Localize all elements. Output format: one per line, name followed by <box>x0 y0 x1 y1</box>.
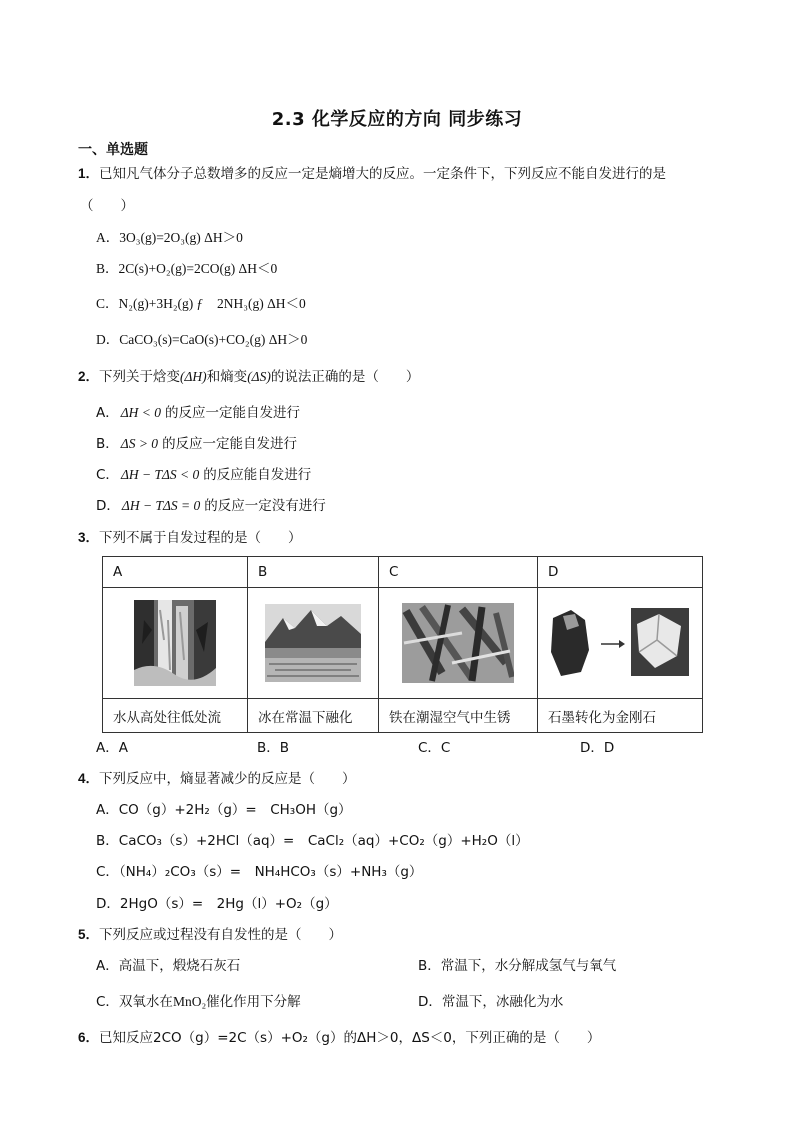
question-number: 2． <box>78 369 100 384</box>
option-d <box>418 993 563 1011</box>
question-text: 的说法正确的是（ ） <box>270 369 420 385</box>
option-text: 的反应一定能自发进行 <box>162 436 298 452</box>
waterfall-photo <box>134 600 216 686</box>
table-image-cell <box>379 588 538 699</box>
option-text: 高温下，煅烧石灰石 <box>118 958 241 974</box>
option-text: 的反应一定能自发进行 <box>165 405 301 421</box>
option-text: 2C(s)+O₂(g)=2CO(g) ΔH＜0 <box>118 261 278 276</box>
option-label: C． <box>96 864 119 880</box>
rusted-iron-photo <box>402 603 514 683</box>
option-text: CaCO₃（s）+2HCl（aq）= CaCl₂（aq）+CO₂（g）+H₂O（l） <box>118 833 529 849</box>
option-text: 催化作用下分解 <box>206 994 301 1010</box>
option-c: C．C <box>418 740 451 756</box>
question-text: 下列不属于自发过程的是（ ） <box>99 530 302 546</box>
equilibrium-glyph: ƒ <box>196 296 204 311</box>
option-a: A．A <box>96 740 128 756</box>
question-text: 下列反应或过程没有自发性的是（ ） <box>99 927 343 943</box>
option-math: ΔH − TΔS = 0 <box>121 498 201 513</box>
option-a <box>96 404 300 422</box>
table-image-cell <box>103 588 248 699</box>
table-header-cell: A <box>103 557 248 588</box>
question-3-stem <box>78 529 302 547</box>
option-a <box>96 957 240 975</box>
option-label: D． <box>418 994 442 1010</box>
melting-ice-photo <box>265 604 361 682</box>
option-text: CO（g）+2H₂（g）= CH₃OH（g） <box>118 802 352 818</box>
section-heading: 一、单选题 <box>78 142 148 158</box>
question-text: 已知凡气体分子总数增多的反应一定是熵增大的反应。一定条件下，下列反应不能自发进行的是 <box>99 166 667 182</box>
option-label: C． <box>96 467 119 483</box>
question-1-stem <box>78 165 666 183</box>
enthalpy-symbol: (ΔH) <box>180 369 207 384</box>
table-header-cell: B <box>248 557 379 588</box>
option-b <box>96 260 277 278</box>
option-c <box>96 863 422 881</box>
option-label: C． <box>96 296 119 311</box>
option-b <box>418 957 616 975</box>
question-number: 1． <box>78 166 100 181</box>
table-caption-cell: 水从高处往低处流 <box>103 699 248 733</box>
table-header-row <box>103 557 703 588</box>
option-d <box>96 895 338 913</box>
graphite-diamond-photo <box>549 606 691 680</box>
table-image-row <box>103 588 703 699</box>
question-text: 下列关于焓变 <box>99 369 181 385</box>
option-math: ΔS > 0 <box>120 436 159 451</box>
option-label: B． <box>96 833 119 849</box>
option-text: 的反应一定没有进行 <box>204 498 326 514</box>
option-text: 常温下，水分解成氢气与氧气 <box>440 958 617 974</box>
table-header-cell: D <box>538 557 703 588</box>
option-label: B． <box>96 436 119 452</box>
option-text: 双氧水在 <box>118 994 173 1010</box>
option-text: CaCO₃(s)=CaO(s)+CO₂(g) ΔH＞0 <box>119 332 308 347</box>
option-text: （NH₄）₂CO₃（s）= NH₄HCO₃（s）+NH₃（g） <box>118 864 423 880</box>
table-image-cell <box>248 588 379 699</box>
option-label: D． <box>96 332 120 347</box>
option-a <box>96 229 243 247</box>
question-4-stem <box>78 770 356 788</box>
question-text: 下列反应中，熵显著减少的反应是（ ） <box>99 771 356 787</box>
page-title: 2.3 化学反应的方向 同步练习 <box>271 109 523 130</box>
option-label: A． <box>96 958 119 974</box>
option-text: 3O₃(g)=2O₃(g) ΔH＞0 <box>119 230 243 245</box>
option-label: A． <box>96 405 119 421</box>
question-5-stem <box>78 926 342 944</box>
question-number: 6． <box>78 1030 100 1045</box>
question-number: 4． <box>78 771 100 786</box>
option-formula: MnO₂ <box>172 994 207 1009</box>
option-text: 2HgO（s）= 2Hg（l）+O₂（g） <box>119 896 338 912</box>
option-label: B． <box>418 958 441 974</box>
option-b <box>96 435 297 453</box>
option-text: N₂(g)+3H₂(g) <box>118 296 194 311</box>
entropy-symbol: (ΔS) <box>247 369 271 384</box>
option-a <box>96 801 352 819</box>
option-label: B． <box>96 261 119 276</box>
option-b: B．B <box>257 740 290 756</box>
question-text: 和熵变 <box>206 369 248 385</box>
option-d <box>96 497 326 515</box>
option-label: D． <box>96 896 120 912</box>
table-image-cell <box>538 588 703 699</box>
option-label: A． <box>96 802 119 818</box>
option-c <box>96 466 311 484</box>
table-caption-cell: 石墨转化为金刚石 <box>538 699 703 733</box>
table-caption-cell: 冰在常温下融化 <box>248 699 379 733</box>
table-header-cell: C <box>379 557 538 588</box>
option-math: ΔH − TΔS < 0 <box>120 467 200 482</box>
question-3-table <box>102 556 703 733</box>
option-label: D． <box>96 498 120 514</box>
question-number: 3． <box>78 530 100 545</box>
table-caption-row <box>103 699 703 733</box>
option-b <box>96 832 529 850</box>
question-6-stem <box>78 1029 600 1047</box>
option-d <box>96 331 307 349</box>
answer-paren: （ ） <box>80 198 134 214</box>
table-caption-cell: 铁在潮湿空气中生锈 <box>379 699 538 733</box>
option-d: D．D <box>580 740 615 756</box>
option-c <box>96 295 306 313</box>
option-text: 2NH₃(g) ΔH＜0 <box>217 296 306 311</box>
option-math: ΔH < 0 <box>120 405 162 420</box>
question-text: 已知反应2CO（g）=2C（s）+O₂（g）的ΔH＞0，ΔS＜0，下列正确的是（ ） <box>99 1030 601 1046</box>
option-c <box>96 993 301 1011</box>
option-text: 的反应能自发进行 <box>203 467 312 483</box>
option-text: 常温下，冰融化为水 <box>441 994 564 1010</box>
option-label: A． <box>96 230 120 245</box>
option-label: C． <box>96 994 119 1010</box>
question-number: 5． <box>78 927 100 942</box>
question-2-stem <box>78 368 419 386</box>
